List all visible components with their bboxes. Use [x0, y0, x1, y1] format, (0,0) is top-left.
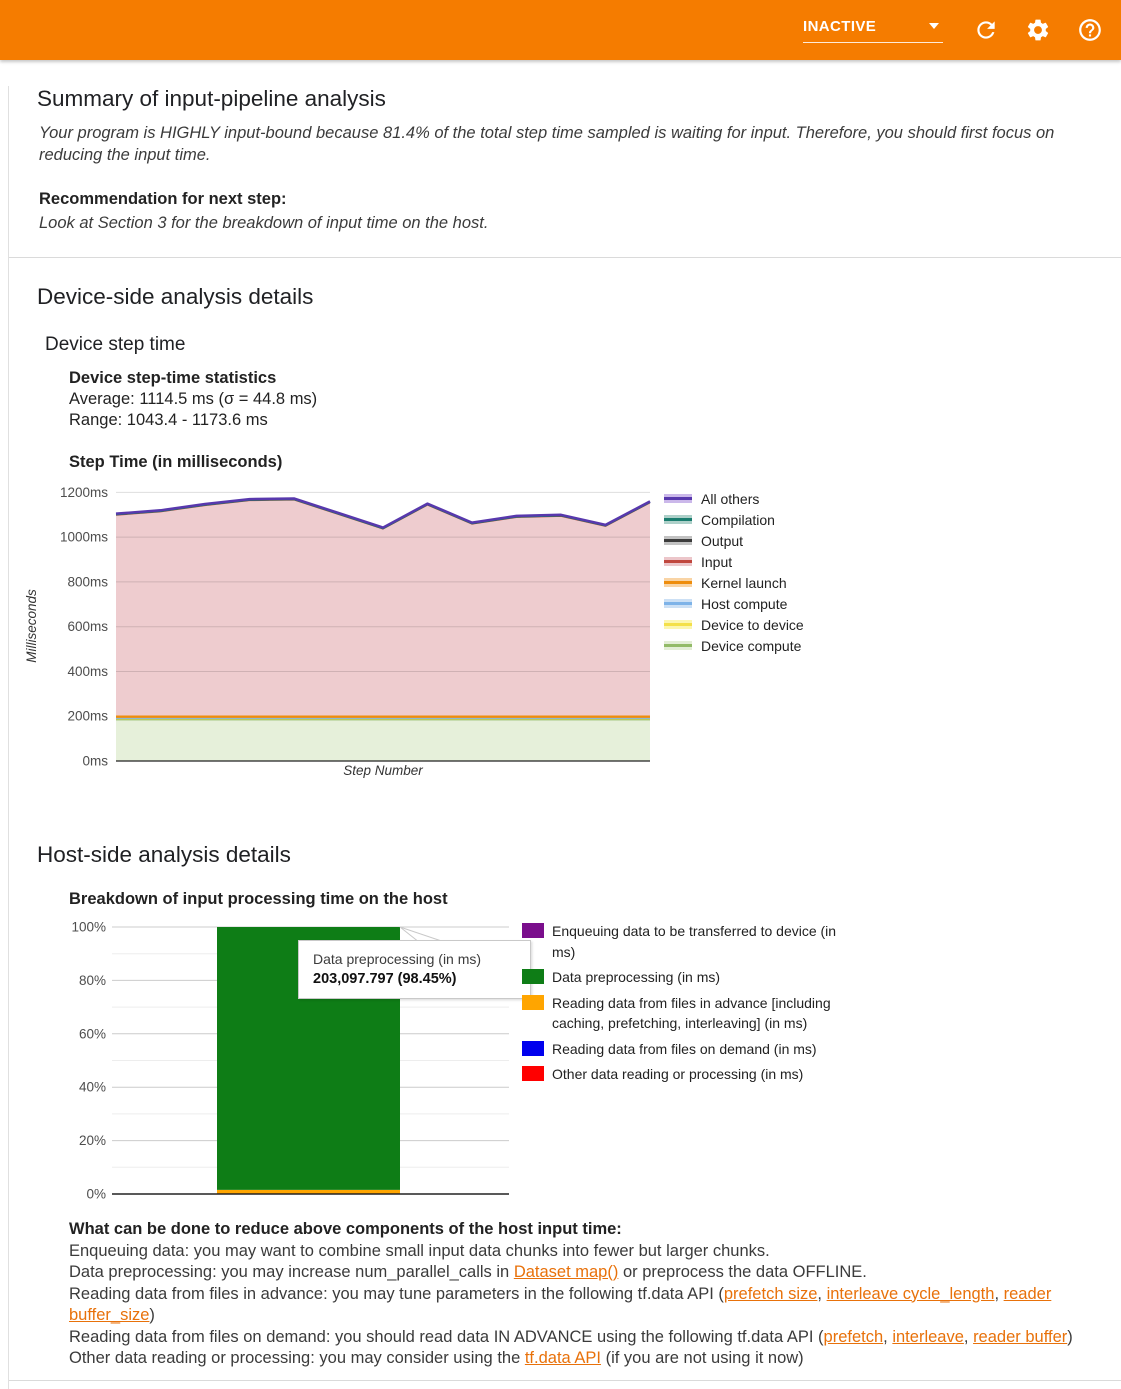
host-section-title: Host-side analysis details: [37, 842, 1121, 868]
legend-label: Input: [701, 554, 732, 570]
advice-text: ): [149, 1306, 155, 1324]
host-input-breakdown-chart[interactable]: [49, 919, 1121, 1207]
summary-body: Your program is HIGHLY input-bound because 81.4% of the total step time sampled is waiting for input. Therefore, you should first focus on reducing the input time.: [39, 122, 1104, 166]
legend-swatch-icon: [664, 578, 692, 587]
legend-item: [664, 593, 804, 614]
y-tick-label: 40%: [79, 1080, 106, 1095]
y-tick-label: 1200ms: [60, 485, 108, 500]
legend-item: [664, 614, 804, 635]
legend-swatch-icon: [664, 494, 692, 503]
stats-range: Range: 1043.4 - 1173.6 ms: [69, 410, 1121, 431]
run-status-label: INACTIVE: [803, 18, 876, 35]
device-chart-plot[interactable]: [9, 478, 669, 790]
legend-item: [664, 509, 804, 530]
advice-link[interactable]: reader buffer: [973, 1328, 1067, 1346]
advice-text: ,: [817, 1285, 826, 1303]
advice-text: Reading data from files in advance: you may tune parameters in the following tf.data API (: [69, 1285, 724, 1303]
advice-link[interactable]: prefetch: [824, 1328, 884, 1346]
legend-swatch-icon: [664, 557, 692, 566]
advice-text: or preprocess the data OFFLINE.: [618, 1263, 867, 1281]
advice-link[interactable]: interleave: [892, 1328, 964, 1346]
legend-item: [664, 635, 804, 656]
host-chart-legend: [522, 921, 857, 1090]
advice-link[interactable]: Dataset map(): [514, 1263, 619, 1281]
tooltip-value: 203,097.797 (98.45%): [313, 971, 516, 987]
stats-heading: Device step-time statistics: [69, 368, 1121, 389]
tooltip-series-name: Data preprocessing (in ms): [313, 951, 516, 967]
legend-label: Kernel launch: [701, 575, 787, 591]
y-tick-label: 0%: [86, 1187, 106, 1202]
host-chart-title: Breakdown of input processing time on the host: [69, 890, 1121, 909]
bottom-divider: [9, 1380, 1121, 1381]
advice-text: ,: [964, 1328, 973, 1346]
help-icon: [1077, 17, 1103, 43]
app-toolbar: [0, 0, 1121, 60]
settings-button[interactable]: [1025, 17, 1051, 43]
help-button[interactable]: [1077, 17, 1103, 43]
legend-label: Data preprocessing (in ms): [552, 967, 720, 988]
legend-item: [522, 1039, 857, 1060]
advice-text: ,: [994, 1285, 1003, 1303]
advice-text: Enqueuing data: you may want to combine small input data chunks into fewer but larger chunks.: [69, 1242, 770, 1260]
y-tick-label: 0ms: [82, 754, 108, 769]
advice-line: [69, 1284, 1101, 1327]
y-tick-label: 60%: [79, 1026, 106, 1041]
run-status-selector[interactable]: [803, 18, 943, 43]
legend-item: [664, 572, 804, 593]
area-input: [116, 500, 650, 717]
legend-label: Other data reading or processing (in ms): [552, 1064, 803, 1085]
advice-line: [69, 1327, 1101, 1349]
legend-item: [522, 1064, 857, 1085]
device-chart-title: Step Time (in milliseconds): [69, 453, 1121, 472]
legend-label: Device compute: [701, 638, 801, 654]
chart-tooltip: [298, 940, 531, 999]
legend-swatch-icon: [664, 536, 692, 545]
summary-title: Summary of input-pipeline analysis: [37, 86, 1121, 112]
legend-swatch-icon: [522, 995, 544, 1010]
advice-link[interactable]: tf.data API: [525, 1349, 601, 1367]
area-device-compute: [116, 719, 650, 761]
settings-gear-icon: [1025, 17, 1051, 43]
legend-item: [664, 551, 804, 572]
legend-item: [664, 530, 804, 551]
y-tick-label: 800ms: [67, 574, 108, 589]
legend-label: Host compute: [701, 596, 787, 612]
legend-swatch-icon: [664, 641, 692, 650]
analysis-board: [8, 86, 1121, 1389]
refresh-icon: [973, 17, 999, 43]
legend-item: [664, 488, 804, 509]
legend-item: [522, 993, 857, 1034]
device-step-time-stats: [69, 368, 1121, 431]
recommendation-heading: Recommendation for next step:: [39, 190, 1121, 209]
y-tick-label: 100%: [71, 920, 106, 935]
tooltip-callout-icon: [400, 927, 440, 941]
advice-line: [69, 1348, 1101, 1370]
legend-swatch-icon: [522, 969, 544, 984]
y-tick-label: 200ms: [67, 709, 108, 724]
advice-link[interactable]: reader buffer_size: [69, 1285, 1051, 1325]
legend-item: [522, 967, 857, 988]
y-tick-label: 1000ms: [60, 530, 108, 545]
device-step-time-subtitle: Device step time: [45, 334, 1121, 356]
legend-label: Output: [701, 533, 743, 549]
y-tick-label: 600ms: [67, 619, 108, 634]
refresh-button[interactable]: [973, 17, 999, 43]
advice-link[interactable]: prefetch size: [724, 1285, 818, 1303]
advice-text: ,: [883, 1328, 892, 1346]
legend-swatch-icon: [664, 599, 692, 608]
legend-swatch-icon: [664, 515, 692, 524]
y-axis-title: Milliseconds: [24, 589, 39, 663]
host-advice-block: [69, 1219, 1101, 1370]
legend-label: All others: [701, 491, 759, 507]
legend-label: Reading data from files on demand (in ms): [552, 1039, 817, 1060]
advice-text: Data preprocessing: you may increase num_parallel_calls in: [69, 1263, 514, 1281]
advice-text: Reading data from files on demand: you should read data IN ADVANCE using the following tf.data API (: [69, 1328, 824, 1346]
y-tick-label: 80%: [79, 973, 106, 988]
advice-heading: What can be done to reduce above components of the host input time:: [69, 1219, 1101, 1241]
advice-text: Other data reading or processing: you may consider using the: [69, 1349, 525, 1367]
advice-text: ): [1067, 1328, 1073, 1346]
legend-swatch-icon: [522, 923, 544, 938]
device-chart-legend: [664, 488, 804, 656]
dropdown-caret-icon: [929, 23, 939, 29]
x-axis-title: Step Number: [343, 763, 423, 778]
legend-label: Compilation: [701, 512, 775, 528]
legend-swatch-icon: [522, 1041, 544, 1056]
legend-label: Enqueuing data to be transferred to device (in ms): [552, 921, 857, 962]
advice-link[interactable]: interleave cycle_length: [827, 1285, 995, 1303]
recommendation-body: Look at Section 3 for the breakdown of input time on the host.: [39, 214, 1121, 233]
advice-line: [69, 1262, 1101, 1284]
y-tick-label: 400ms: [67, 664, 108, 679]
y-tick-label: 20%: [79, 1133, 106, 1148]
advice-line: [69, 1241, 1101, 1263]
stats-average: Average: 1114.5 ms (σ = 44.8 ms): [69, 389, 1121, 410]
legend-swatch-icon: [664, 620, 692, 629]
legend-item: [522, 921, 857, 962]
section-divider: [9, 257, 1121, 258]
legend-swatch-icon: [522, 1066, 544, 1081]
legend-label: Reading data from files in advance [including caching, prefetching, interleaving] (in ms): [552, 993, 857, 1034]
device-step-time-chart[interactable]: [9, 478, 1121, 790]
device-section-title: Device-side analysis details: [37, 284, 1121, 310]
legend-label: Device to device: [701, 617, 804, 633]
advice-text: (if you are not using it now): [601, 1349, 804, 1367]
